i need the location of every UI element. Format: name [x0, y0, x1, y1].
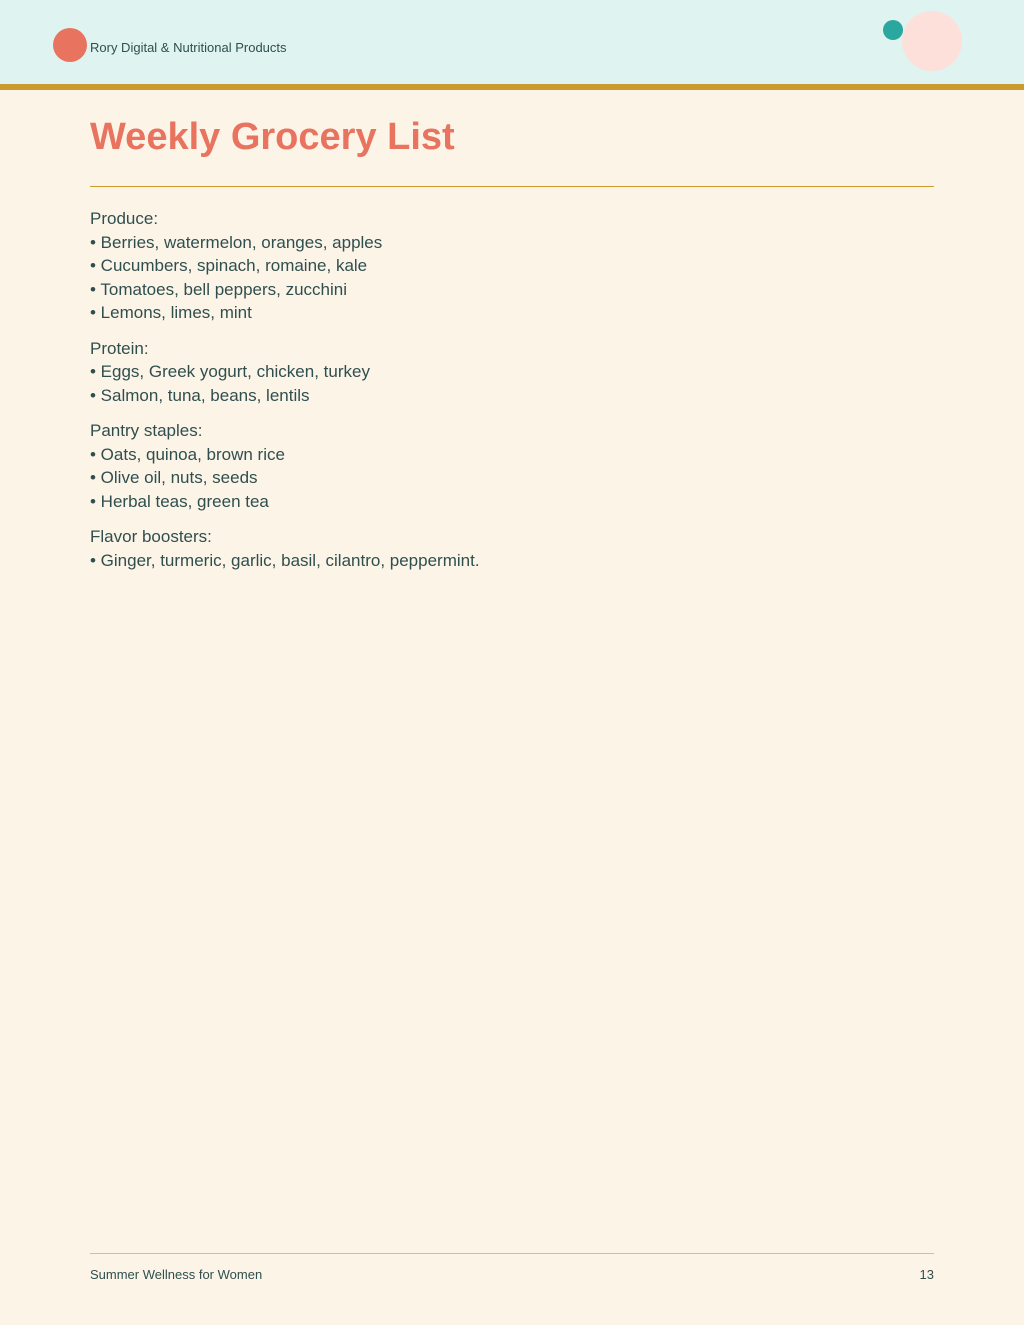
page-title: Weekly Grocery List: [90, 116, 455, 158]
section-heading: Pantry staples:: [90, 421, 203, 440]
section-heading: Protein:: [90, 338, 149, 358]
section-heading: Produce:: [90, 209, 159, 228]
decorative-circle-large: [902, 11, 962, 71]
brand-name: Rory Digital & Nutritional Products: [90, 40, 287, 55]
page-number: 13: [919, 1267, 934, 1282]
list-item: • Eggs, Greek yogurt, chicken, turkey: [90, 362, 370, 381]
section-pantry-staples: [90, 419, 934, 513]
list-item: • Cucumbers, spinach, romaine, kale: [90, 256, 368, 275]
list-item: • Herbal teas, green tea: [90, 491, 269, 511]
section-protein: [90, 337, 934, 408]
list-item: • Salmon, tuna, beans, lentils: [90, 385, 310, 405]
grocery-list: [90, 207, 934, 584]
title-divider: [90, 186, 934, 187]
list-item: • Berries, watermelon, oranges, apples: [90, 232, 383, 252]
list-item: • Olive oil, nuts, seeds: [90, 468, 258, 487]
footer-divider: [90, 1253, 934, 1254]
header-accent-bar: [0, 84, 1024, 90]
section-flavor-boosters: [90, 525, 934, 572]
list-item: • Tomatoes, bell peppers, zucchini: [90, 279, 348, 299]
list-item: • Lemons, limes, mint: [90, 303, 252, 322]
decorative-circle-small: [883, 20, 903, 40]
brand-logo-dot: [53, 28, 87, 62]
section-produce: [90, 207, 934, 325]
section-heading: Flavor boosters:: [90, 527, 212, 546]
footer-document-title: Summer Wellness for Women: [90, 1267, 263, 1282]
page-header: [0, 0, 1024, 84]
list-item: • Ginger, turmeric, garlic, basil, cilantro, peppermint.: [90, 550, 480, 570]
list-item: • Oats, quinoa, brown rice: [90, 444, 285, 464]
